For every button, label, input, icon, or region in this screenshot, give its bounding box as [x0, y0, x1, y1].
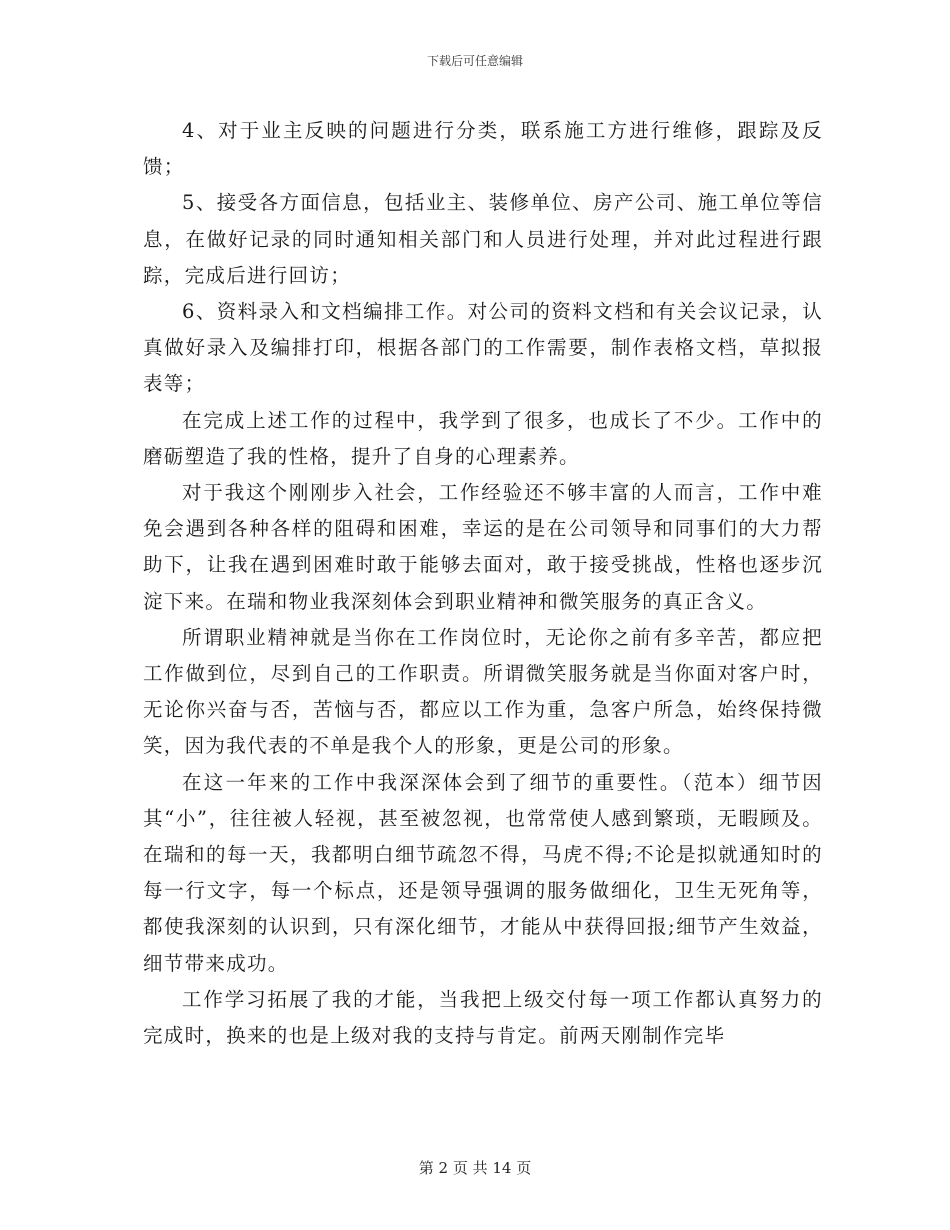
paragraph-item-4: 4、对于业主反映的问题进行分类，联系施工方进行维修，跟踪及反馈； — [143, 119, 823, 179]
page-footer: 第 2 页 共 14 页 — [418, 1159, 532, 1177]
page-header: 下载后可任意编辑 — [426, 54, 523, 68]
paragraph-abilities: 工作学习拓展了我的才能，当我把上级交付每一项工作都认真努力的完成时，换来的也是上级对我的支持与肯定。前两天刚制作完毕 — [143, 987, 823, 1048]
paragraph-details: 在这一年来的工作中我深深体会到了细节的重要性。（范本）细节因其“小”，往往被人轻视，甚至被忽视，也常常使人感到繁琐，无暇顾及。在瑞和的每一天，我都明白细节疏忽不得，马虎不得;不论是拟就通知时的每一行文字，每一个标点，还是领导强调的服务做细化，卫生无死角等，都使我深刻的认识到，只有深化细节，才能从中获得回报;细节产生效益，细节带来成功。 — [143, 770, 823, 975]
document-body — [143, 113, 823, 1054]
paragraph-challenges: 对于我这个刚刚步入社会，工作经验还不够丰富的人而言，工作中难免会遇到各种各样的阻碍和困难，幸运的是在公司领导和同事们的大力帮助下，让我在遇到困难时敢于能够去面对，敢于接受挑战，性格也逐步沉淀下来。在瑞和物业我深刻体会到职业精神和微笑服务的真正含义。 — [143, 481, 823, 613]
paragraph-item-5: 5、接受各方面信息，包括业主、装修单位、房产公司、施工单位等信息，在做好记录的同时通知相关部门和人员进行处理，并对此过程进行跟踪，完成后进行回访； — [143, 191, 823, 287]
paragraph-professionalism: 所谓职业精神就是当你在工作岗位时，无论你之前有多辛苦，都应把工作做到位，尽到自己的工作职责。所谓微笑服务就是当你面对客户时，无论你兴奋与否，苦恼与否，都应以工作为重，急客户所急，始终保持微笑，因为我代表的不单是我个人的形象，更是公司的形象。 — [143, 625, 823, 758]
paragraph-growth: 在完成上述工作的过程中，我学到了很多，也成长了不少。工作中的磨砺塑造了我的性格，提升了自身的心理素养。 — [143, 408, 823, 468]
paragraph-item-6: 6、资料录入和文档编排工作。对公司的资料文档和有关会议记录，认真做好录入及编排打印，根据各部门的工作需要，制作表格文档，草拟报表等； — [143, 300, 823, 396]
